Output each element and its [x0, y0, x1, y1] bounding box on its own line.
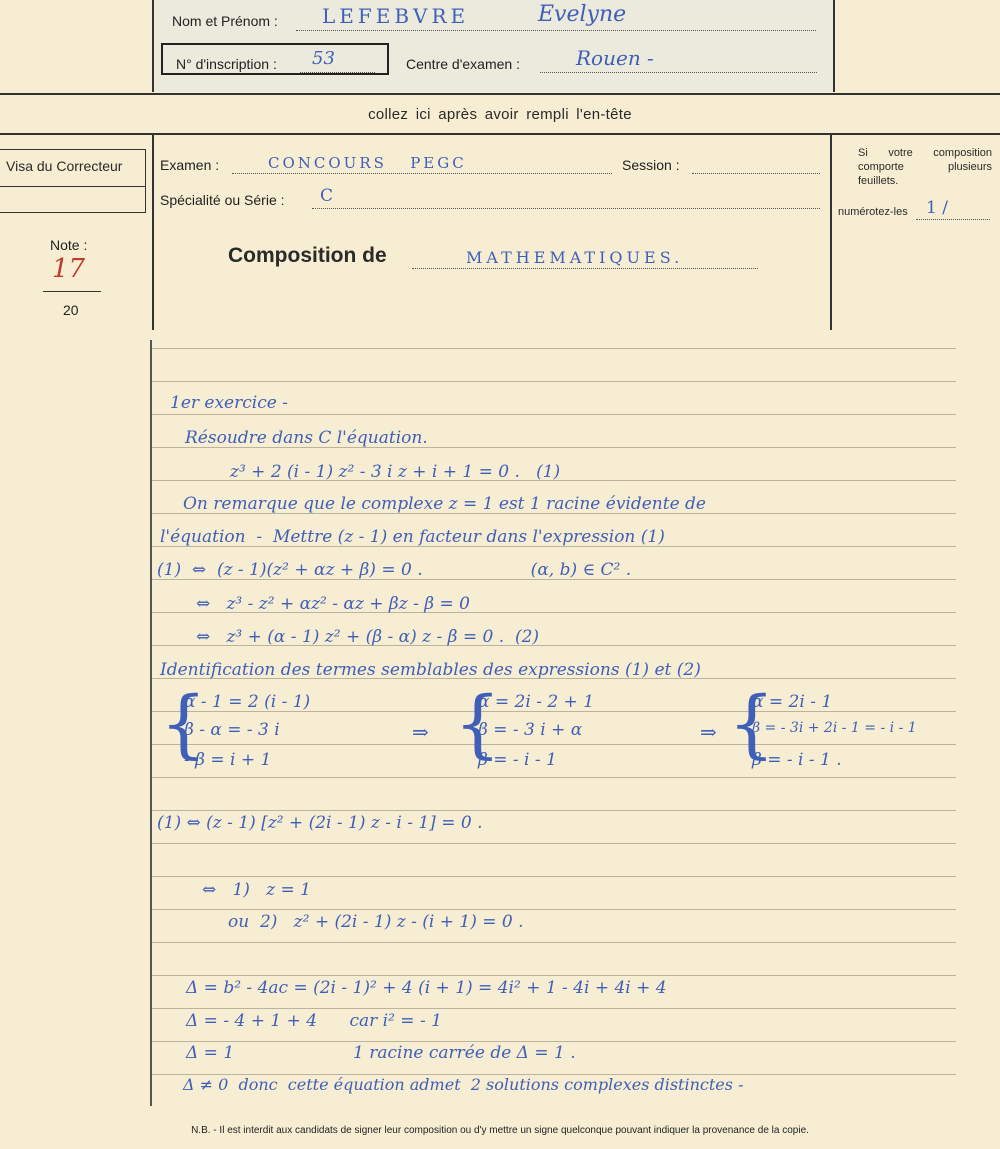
note-value: 17 [52, 254, 86, 284]
nom-label: Nom et Prénom : [172, 13, 278, 29]
nom-underline [296, 30, 816, 31]
system-row: α = 2i - 1 [752, 692, 833, 712]
ruled-line [152, 876, 956, 877]
note-label: Note : [50, 237, 88, 253]
ruled-line [152, 975, 956, 976]
session-label: Session : [622, 157, 680, 173]
side-note: Si votre composition comporte plusieurs feuillets. [858, 147, 992, 187]
ruled-line [152, 810, 956, 811]
answer-line: z³ + 2 (i - 1) z² - 3 i z + i + 1 = 0 . (1) [230, 462, 561, 482]
visa-label: Visa du Correcteur [6, 158, 123, 174]
answer-line: l'équation - Mettre (z - 1) en facteur dans l'expression (1) [160, 527, 665, 547]
answer-line: (1) ⇔ (z - 1) [z² + (2i - 1) z - i - 1] = 0 . [157, 813, 483, 833]
system-row: β = - i - 1 . [752, 750, 842, 770]
footer-note: N.B. - Il est interdit aux candidats de signer leur composition ou d'y mettre un signe quelconque pouvant indiquer la provenance de la copie. [191, 1125, 809, 1136]
left-column-rule [152, 134, 154, 330]
ruled-line [152, 348, 956, 349]
answer-line: ou 2) z² + (2i - 1) z - (i + 1) = 0 . [228, 912, 524, 932]
header-separator-bottom [0, 133, 1000, 135]
note-fraction-bar [43, 291, 101, 292]
system-brace: { [454, 681, 502, 767]
right-column-rule [830, 134, 832, 330]
answer-line: On remarque que le complexe z = 1 est 1 racine évidente de [183, 494, 706, 514]
ruled-line [152, 909, 956, 910]
ruled-line [152, 381, 956, 382]
system-row: α = 2i - 2 + 1 [478, 692, 595, 712]
system-row: β = - 3 i + α [478, 720, 583, 740]
centre-label: Centre d'examen : [406, 56, 520, 72]
answer-line: ⇔ z³ - z² + αz² - αz + βz - β = 0 [196, 594, 470, 614]
answer-line: Δ = b² - 4ac = (2i - 1)² + 4 (i + 1) = 4i² + 1 - 4i + 4i + 4 [186, 978, 667, 998]
answer-line: 1er exercice - [170, 393, 288, 413]
answer-line: Résoudre dans C l'équation. [185, 428, 428, 448]
specialite-label: Spécialité ou Série : [160, 192, 285, 208]
system-row: - β = i + 1 [184, 750, 272, 770]
answer-line: Δ = 1 1 racine carrée de Δ = 1 . [186, 1043, 576, 1063]
visa-divider [0, 186, 146, 187]
inscription-label: N° d'inscription : [176, 56, 277, 72]
system-row: α - 1 = 2 (i - 1) [184, 692, 311, 712]
ruled-line [152, 1008, 956, 1009]
system-row: β - α = - 3 i [184, 720, 280, 740]
implies-arrow: ⇒ [700, 720, 717, 744]
numerotez-underline [916, 219, 990, 220]
composition-label: Composition de [228, 244, 387, 267]
collez-instruction: collez ici après avoir rempli l'en-tête [368, 106, 632, 123]
answer-line: Δ = - 4 + 1 + 4 car i² = - 1 [186, 1011, 442, 1031]
specialite-underline [312, 208, 820, 209]
centre-underline [540, 72, 817, 73]
examen-value: CONCOURS PEGC [268, 154, 467, 172]
centre-value: Rouen - [576, 46, 654, 70]
implies-arrow: ⇒ [412, 720, 429, 744]
composition-value: MATHEMATIQUES. [466, 248, 684, 267]
inscription-underline [300, 72, 375, 73]
system-row: β = - 3i + 2i - 1 = - i - 1 [752, 720, 917, 736]
answer-line: ⇔ z³ + (α - 1) z² + (β - α) z - β = 0 . (2) [196, 627, 540, 647]
ruled-line [152, 744, 956, 745]
examen-underline [232, 173, 612, 174]
ruled-line [152, 1041, 956, 1042]
examen-label: Examen : [160, 157, 220, 173]
nom-value: LEFEBVRE [322, 4, 470, 28]
inscription-value: 53 [312, 48, 335, 69]
ruled-line [152, 942, 956, 943]
note-total: 20 [63, 302, 79, 318]
system-brace: { [728, 681, 776, 767]
prenom-value: Evelyne [538, 2, 627, 27]
answer-line: Identification des termes semblables des expressions (1) et (2) [160, 660, 701, 680]
answer-margin-rule [150, 340, 152, 1106]
ruled-line [152, 414, 956, 415]
ruled-line [152, 843, 956, 844]
answer-line: Δ ≠ 0 donc cette équation admet 2 solutions complexes distinctes - [183, 1075, 744, 1094]
header-separator-top [0, 93, 1000, 95]
composition-underline [412, 268, 758, 269]
system-row: β = - i - 1 [478, 750, 557, 770]
numerotez-label: numérotez-les [838, 206, 908, 218]
answer-line: ⇔ 1) z = 1 [202, 880, 311, 900]
answer-line: (1) ⇔ (z - 1)(z² + αz + β) = 0 . (α, b) ∈ C² . [157, 560, 632, 580]
numerotez-value: 1 / [926, 198, 948, 218]
ruled-line [152, 777, 956, 778]
specialite-value: C [320, 186, 334, 206]
system-brace: { [160, 681, 208, 767]
session-underline [692, 173, 820, 174]
